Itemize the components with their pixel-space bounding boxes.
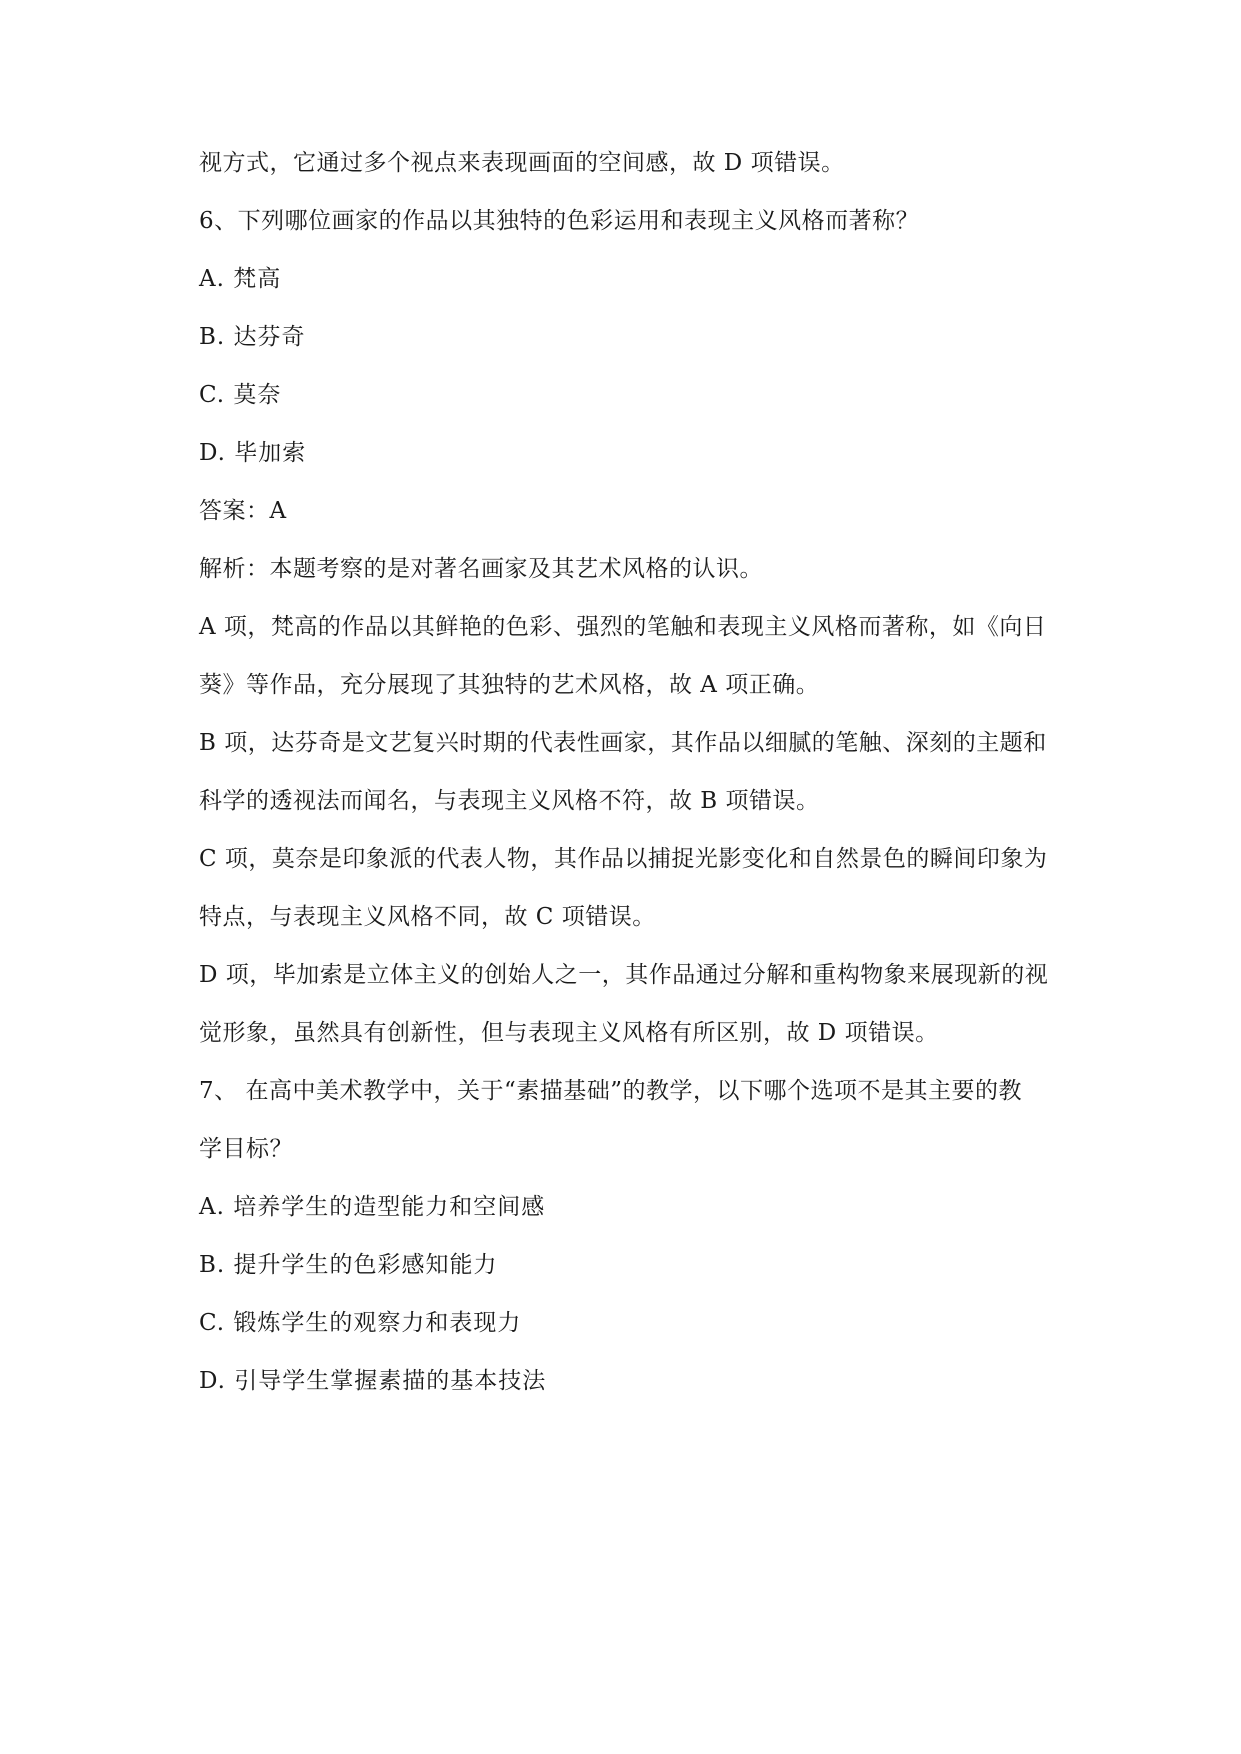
question-6-option-c: C. 莫奈 <box>199 382 282 408</box>
question-7-option-d: D. 引导学生掌握素描的基本技法 <box>199 1368 547 1394</box>
analysis-line: D 项，毕加索是立体主义的创始人之一，其作品通过分解和重构物象来展现新的视 <box>199 962 1049 988</box>
analysis-line: B 项，达芬奇是文艺复兴时期的代表性画家，其作品以细腻的笔触、深刻的主题和 <box>199 730 1047 756</box>
question-6-option-a: A. 梵高 <box>199 266 282 292</box>
analysis-line: A 项，梵高的作品以其鲜艳的色彩、强烈的笔触和表现主义风格而著称，如《向日 <box>199 614 1047 640</box>
analysis-line: C 项，莫奈是印象派的代表人物，其作品以捕捉光影变化和自然景色的瞬间印象为 <box>199 846 1048 872</box>
analysis-line: 特点，与表现主义风格不同，故 C 项错误。 <box>199 904 656 930</box>
question-7-option-c: C. 锻炼学生的观察力和表现力 <box>199 1310 522 1336</box>
question-6-stem: 6、下列哪位画家的作品以其独特的色彩运用和表现主义风格而著称？ <box>199 208 920 234</box>
analysis-line: 科学的透视法而闻名，与表现主义风格不符，故 B 项错误。 <box>199 788 820 814</box>
question-6-answer: 答案：A <box>199 498 287 524</box>
question-7-stem-continuation: 学目标？ <box>199 1136 293 1162</box>
question-7-option-b: B. 提升学生的色彩感知能力 <box>199 1252 498 1278</box>
question-7-option-a: A. 培养学生的造型能力和空间感 <box>199 1194 546 1220</box>
question-6-analysis-intro: 解析：本题考察的是对著名画家及其艺术风格的认识。 <box>199 556 763 582</box>
question-6-option-b: B. 达芬奇 <box>199 324 306 350</box>
question-7-stem: 7、 在高中美术教学中，关于“素描基础”的教学，以下哪个选项不是其主要的教 <box>199 1078 1022 1104</box>
analysis-line: 葵》等作品，充分展现了其独特的艺术风格，故 A 项正确。 <box>199 672 820 698</box>
question-6-option-d: D. 毕加索 <box>199 440 307 466</box>
explanation-continuation-line: 视方式，它通过多个视点来表现画面的空间感，故 D 项错误。 <box>199 150 845 176</box>
analysis-line: 觉形象，虽然具有创新性，但与表现主义风格有所区别，故 D 项错误。 <box>199 1020 939 1046</box>
